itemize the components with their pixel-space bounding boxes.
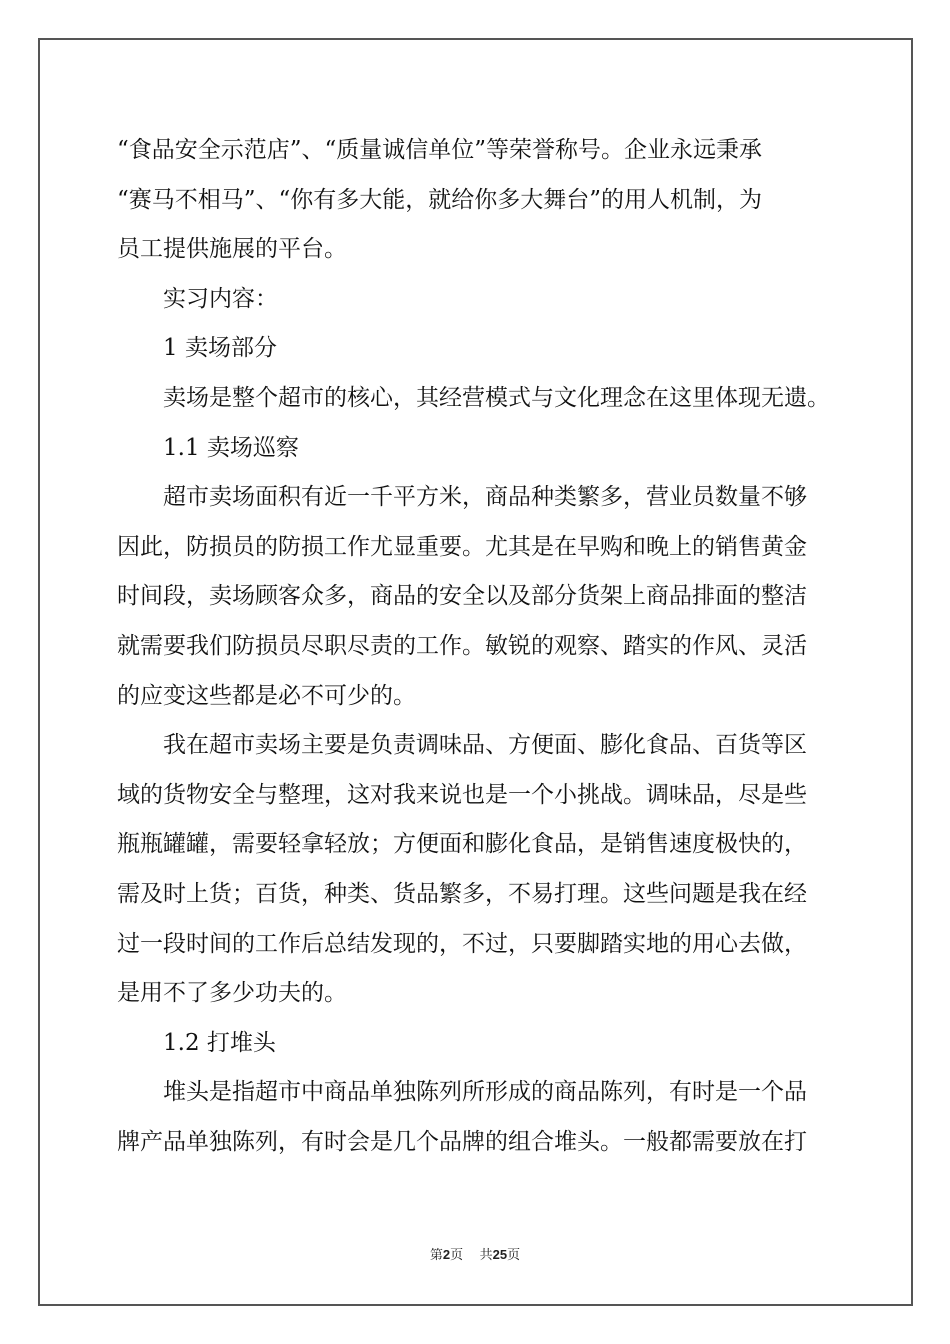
text-line: 我在超市卖场主要是负责调味品、方便面、膨化食品、百货等区: [163, 732, 807, 759]
total-suffix: 页: [507, 1248, 521, 1263]
section-label: 实习内容：: [163, 285, 278, 312]
page-suffix: 页: [450, 1248, 464, 1263]
text-line: 超市卖场面积有近一千平方米，商品种类繁多，营业员数量不够: [163, 484, 807, 511]
text-line: 需及时上货；百货，种类、货品繁多，不易打理。这些问题是我在经: [117, 880, 807, 907]
total-prefix: 共: [479, 1248, 493, 1263]
text-line: 过一段时间的工作后总结发现的，不过，只要脚踏实地的用心去做，: [117, 930, 807, 957]
page-prefix: 第: [429, 1248, 443, 1263]
text-line: 的应变这些都是必不可少的。: [117, 682, 416, 709]
text-line: 因此，防损员的防损工作尤显重要。尤其是在早购和晚上的销售黄金: [117, 533, 807, 560]
document-body: [117, 126, 837, 1167]
text-line: 员工提供施展的平台。: [117, 236, 347, 263]
text-line: 堆头是指超市中商品单独陈列所形成的商品陈列，有时是一个品: [163, 1079, 807, 1106]
total-pages: 25: [492, 1247, 508, 1262]
heading-1-2: 1.2 打堆头: [163, 1029, 276, 1056]
text-line: 瓶瓶罐罐，需要轻拿轻放；方便面和膨化食品，是销售速度极快的，: [117, 831, 807, 858]
text-line: 域的货物安全与整理，这对我来说也是一个小挑战。调味品，尽是些: [117, 781, 807, 808]
page-footer: [0, 1244, 950, 1263]
text-line: 是用不了多少功夫的。: [117, 980, 347, 1007]
heading-1: 1 卖场部分: [163, 335, 277, 362]
text-line: 卖场是整个超市的核心，其经营模式与文化理念在这里体现无遗。: [163, 384, 830, 411]
text-line: 就需要我们防损员尽职尽责的工作。敏锐的观察、踏实的作风、灵活: [117, 632, 807, 659]
text-line: 牌产品单独陈列，有时会是几个品牌的组合堆头。一般都需要放在打: [117, 1128, 807, 1155]
text-line: “食品安全示范店”、“质量诚信单位”等荣誉称号。企业永远秉承: [117, 137, 763, 163]
text-line: 时间段，卖场顾客众多，商品的安全以及部分货架上商品排面的整洁: [117, 583, 807, 610]
current-page: 2: [442, 1247, 451, 1262]
heading-1-1: 1.1 卖场巡察: [163, 434, 299, 461]
text-line: “赛马不相马”、“你有多大能，就给你多大舞台”的用人机制，为: [117, 186, 763, 213]
